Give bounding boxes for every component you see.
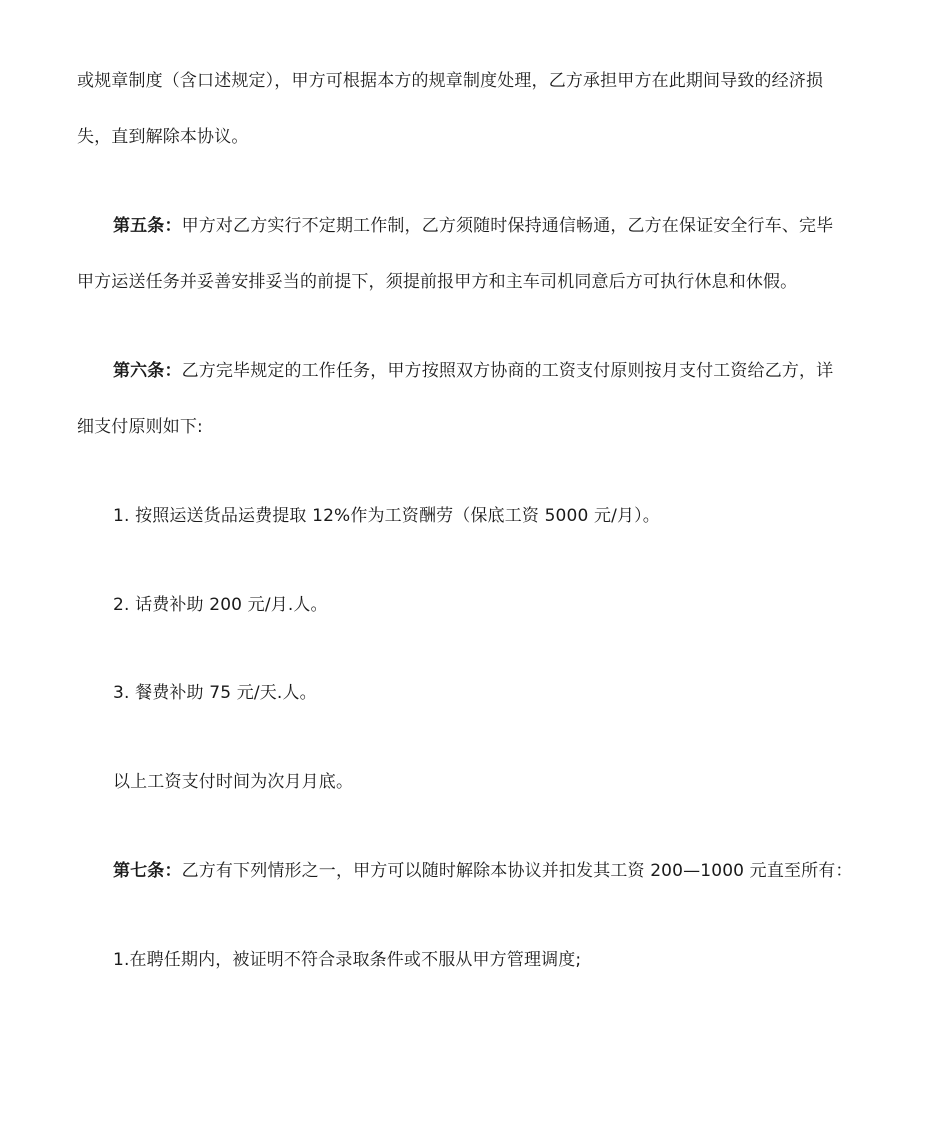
article-6-note: 以上工资支付时间为次月月底。	[113, 772, 354, 792]
article-7-item-1: 1.在聘任期内，被证明不符合录取条件或不服从甲方管理调度;	[113, 950, 582, 970]
article-5-line-1	[113, 214, 888, 238]
article-6-heading: 第六条：	[113, 361, 182, 381]
article-5-text-1: 甲方对乙方实行不定期工作制，乙方须随时保持通信畅通，乙方在保证安全行车、完毕	[181, 216, 834, 236]
article-6-line-2: 细支付原则如下:	[77, 417, 203, 437]
article-7-line-1	[113, 859, 888, 883]
paragraph-intro-line-1: 或规章制度（含口述规定），甲方可根据本方的规章制度处理，乙方承担甲方在此期间导致的经济损	[77, 71, 824, 91]
article-5-line-2: 甲方运送任务并妥善安排妥当的前提下，须提前报甲方和主车司机同意后方可执行休息和休假。	[77, 272, 798, 292]
article-7-heading: 第七条：	[113, 861, 182, 881]
article-6-text-1: 乙方完毕规定的工作任务，甲方按照双方协商的工资支付原则按月支付工资给乙方，详	[181, 361, 834, 381]
article-7-text-1: 乙方有下列情形之一，甲方可以随时解除本协议并扣发其工资 200—1000 元直至所有：	[181, 861, 853, 881]
paragraph-intro-line-2: 失，直到解除本协议。	[77, 127, 249, 147]
article-5-heading: 第五条：	[113, 216, 182, 236]
article-6-item-2: 2. 话费补助 200 元/月.人。	[113, 595, 328, 615]
article-6-item-3: 3. 餐费补助 75 元/天.人。	[113, 683, 317, 703]
article-6-item-1: 1. 按照运送货品运费提取 12%作为工资酬劳（保底工资 5000 元/月）。	[113, 506, 660, 526]
article-6-line-1	[113, 359, 888, 383]
